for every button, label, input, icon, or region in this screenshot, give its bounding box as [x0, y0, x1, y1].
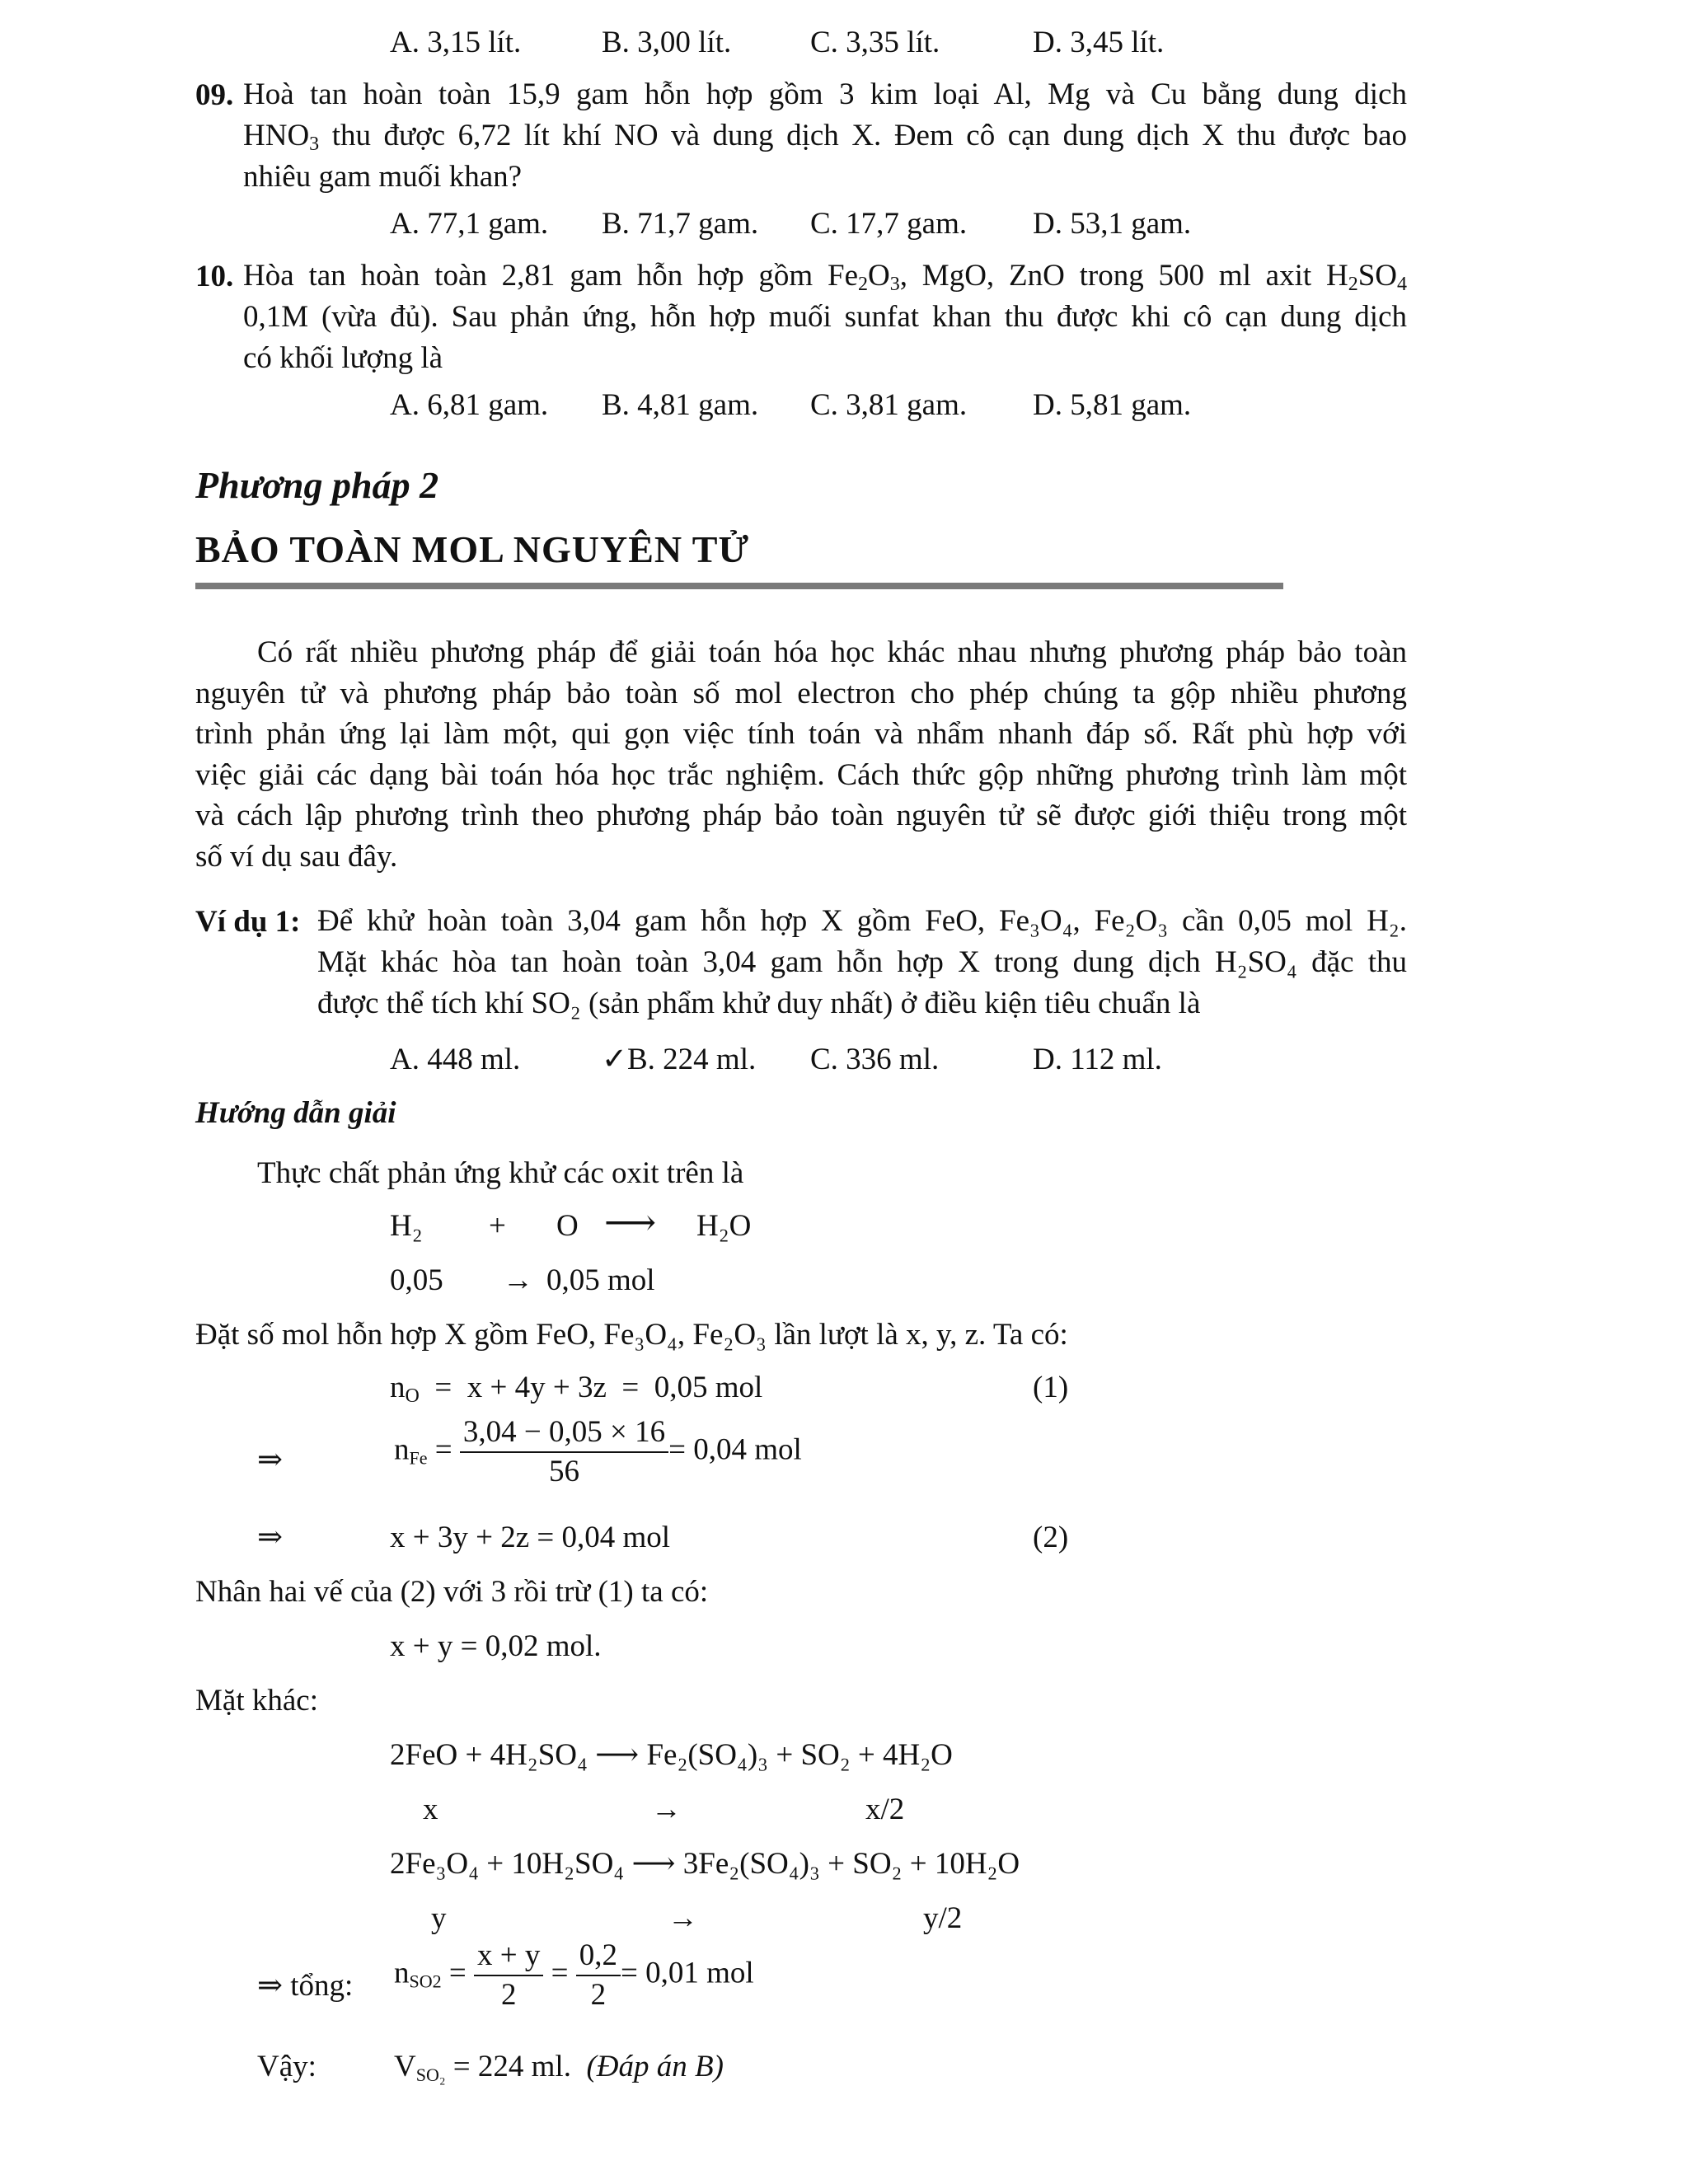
reaction3: 2Fe₃O₄ + 10H₂SO₄ ⟶ 3Fe₂(SO₄)₃ + SO₂ + 10H₂O	[390, 1847, 1020, 1881]
q09-option-b: B. 71,7 gam.	[602, 207, 759, 241]
q10-option-d: D. 5,81 gam.	[1033, 388, 1192, 422]
reaction1-o: O	[556, 1209, 579, 1243]
reaction3-arrow: →	[668, 1901, 698, 1935]
q08-option-c: C. 3,35 lít.	[810, 26, 940, 59]
reaction2-arrow: →	[651, 1793, 682, 1826]
reaction1-amount-right: 0,05 mol	[546, 1263, 655, 1297]
q09-line3: nhiêu gam muối khan?	[243, 160, 523, 194]
reaction1-amount-left: 0,05	[390, 1263, 443, 1297]
method-label: Phương pháp 2	[195, 464, 439, 506]
example1-text: Để khử hoàn toàn 3,04 gam hỗn hợp X gồm FeO, Fe₃O₄, Fe₂O₃ cần 0,05 mol H₂. Mặt khác hòa tan hoàn toàn 3,04 gam hỗn hợp X trong dung dịch H₂SO₄ đặc thu được thể tích khí SO₂ (sản phẩm khử duy nhất) ở điều kiện tiêu chuẩn là	[317, 904, 1407, 1020]
reaction1-h2o: H₂O	[696, 1209, 752, 1243]
solution-heading: Hướng dẫn giải	[195, 1096, 396, 1130]
q09-option-c: C. 17,7 gam.	[810, 207, 968, 241]
equation2-number: (2)	[1033, 1521, 1069, 1554]
solution-step3: Nhân hai vế của (2) với 3 rồi trừ (1) ta có:	[195, 1575, 709, 1609]
heading-rule	[195, 583, 1283, 589]
q10-line2: 0,1M (vừa đủ). Sau phản ứng, hỗn hợp muối sunfat khan thu được khi cô cạn dung dịch	[243, 300, 1407, 334]
reaction3-y-half: y/2	[923, 1901, 963, 1935]
reaction1-plus: +	[489, 1209, 506, 1243]
method-title: BẢO TOÀN MOL NGUYÊN TỬ	[195, 528, 750, 570]
q10-text	[243, 255, 1407, 379]
q09-text	[243, 74, 1407, 198]
q09-line1: Hoà tan hoàn toàn 15,9 gam hỗn hợp gồm 3 kim loại Al, Mg và Cu bằng dung dịch	[243, 77, 1407, 111]
reaction1-arrow: ⟶	[604, 1202, 657, 1243]
nfe-equation: $n_{Fe}$ = $\frac{3,04 - 0,05 \times 16}{56}$ = 0,04 mol	[394, 1413, 802, 1491]
reaction2-x: x	[423, 1793, 438, 1826]
conclusion-equation: $V_{SO_2} = 224$ ml. (Đáp án B)	[394, 2050, 724, 2085]
equation1: $n_O = x + 4y + 3z = 0,05$ mol	[390, 1371, 763, 1407]
solution-step4: Mặt khác:	[195, 1684, 318, 1718]
example1-option-a: A. 448 ml.	[390, 1043, 521, 1076]
q10-option-a: A. 6,81 gam.	[390, 388, 549, 422]
q09-option-d: D. 53,1 gam.	[1033, 207, 1192, 241]
nso2-fraction-2: $\frac{0,2}{2}$	[576, 1937, 621, 2014]
example1-option-d: D. 112 ml.	[1033, 1043, 1162, 1076]
q08-option-d: D. 3,45 lít.	[1033, 26, 1165, 59]
equation3: x + y = 0,02 mol.	[390, 1629, 602, 1663]
conclusion-label: Vậy:	[257, 2050, 316, 2083]
example1-option-c: C. 336 ml.	[810, 1043, 940, 1076]
example1-option-b-correct: ✓B. 224 ml.	[602, 1043, 757, 1076]
solution-step1: Thực chất phản ứng khử các oxit trên là	[257, 1156, 744, 1190]
reaction3-y: y	[431, 1901, 447, 1935]
implies-symbol-1: ⇒	[257, 1443, 284, 1477]
q09-number: 09.	[195, 78, 234, 112]
reaction2: 2FeO + 4H₂SO₄ ⟶ Fe₂(SO₄)₃ + SO₂ + 4H₂O	[390, 1738, 953, 1772]
q10-line1: Hòa tan hoàn toàn 2,81 gam hỗn hợp gồm $Fe_2O_3$, MgO, ZnO trong 500 ml axit $H_2SO_4$	[243, 259, 1407, 295]
example1-label: Ví dụ 1:	[195, 905, 301, 939]
nso2-equation: $n_{SO2}$ = $\frac{x + y}{2}$ = $\frac{0,2}{2}$ = 0,01 mol	[394, 1937, 754, 2014]
nso2-fraction-1: $\frac{x + y}{2}$	[474, 1937, 543, 2014]
nfe-fraction: $\frac{3,04 - 0,05 \times 16}{56}$	[460, 1413, 668, 1491]
q10-number: 10.	[195, 260, 234, 293]
intro-paragraph: Có rất nhiều phương pháp để giải toán hóa học khác nhau nhưng phương pháp bảo toàn nguyên tử và phương pháp bảo toàn số mol electron cho phép chúng ta gộp nhiều phương trình phản ứng lại làm một, qui gọn việc tính toán và nhẩm nhanh đáp số. Rất phù hợp với việc giải các dạng bài toán hóa học trắc nghiệm. Cách thức gộp những phương trình làm một và cách lập phương trình theo phương pháp bảo toàn nguyên tử sẽ được giới thiệu trong một số ví dụ sau đây.	[195, 635, 1407, 874]
answer-text: (Đáp án B)	[586, 2050, 724, 2083]
reaction1-h2: H₂	[390, 1209, 423, 1243]
q10-option-c: C. 3,81 gam.	[810, 388, 968, 422]
equation2: x + 3y + 2z = 0,04 mol	[390, 1521, 671, 1554]
reaction2-x-half: x/2	[865, 1793, 905, 1826]
q08-option-a: A. 3,15 lít.	[390, 26, 522, 59]
q09-option-a: A. 77,1 gam.	[390, 207, 549, 241]
implies-symbol-2: ⇒	[257, 1521, 284, 1554]
q10-option-b: B. 4,81 gam.	[602, 388, 759, 422]
q09-line2: $HNO_3$ thu được 6,72 lít khí NO và dung dịch X. Đem cô cạn dung dịch X thu được bao	[243, 119, 1407, 155]
total-label: ⇒ tổng:	[257, 1969, 354, 2003]
solution-step2: Đặt số mol hỗn hợp X gồm FeO, Fe₃O₄, Fe₂O₃ lần lượt là x, y, z. Ta có:	[195, 1318, 1068, 1352]
equation1-number: (1)	[1033, 1371, 1069, 1404]
reaction1-amount-arrow: →	[503, 1263, 533, 1297]
q10-line3: có khối lượng là	[243, 341, 443, 375]
q08-option-b: B. 3,00 lít.	[602, 26, 732, 59]
